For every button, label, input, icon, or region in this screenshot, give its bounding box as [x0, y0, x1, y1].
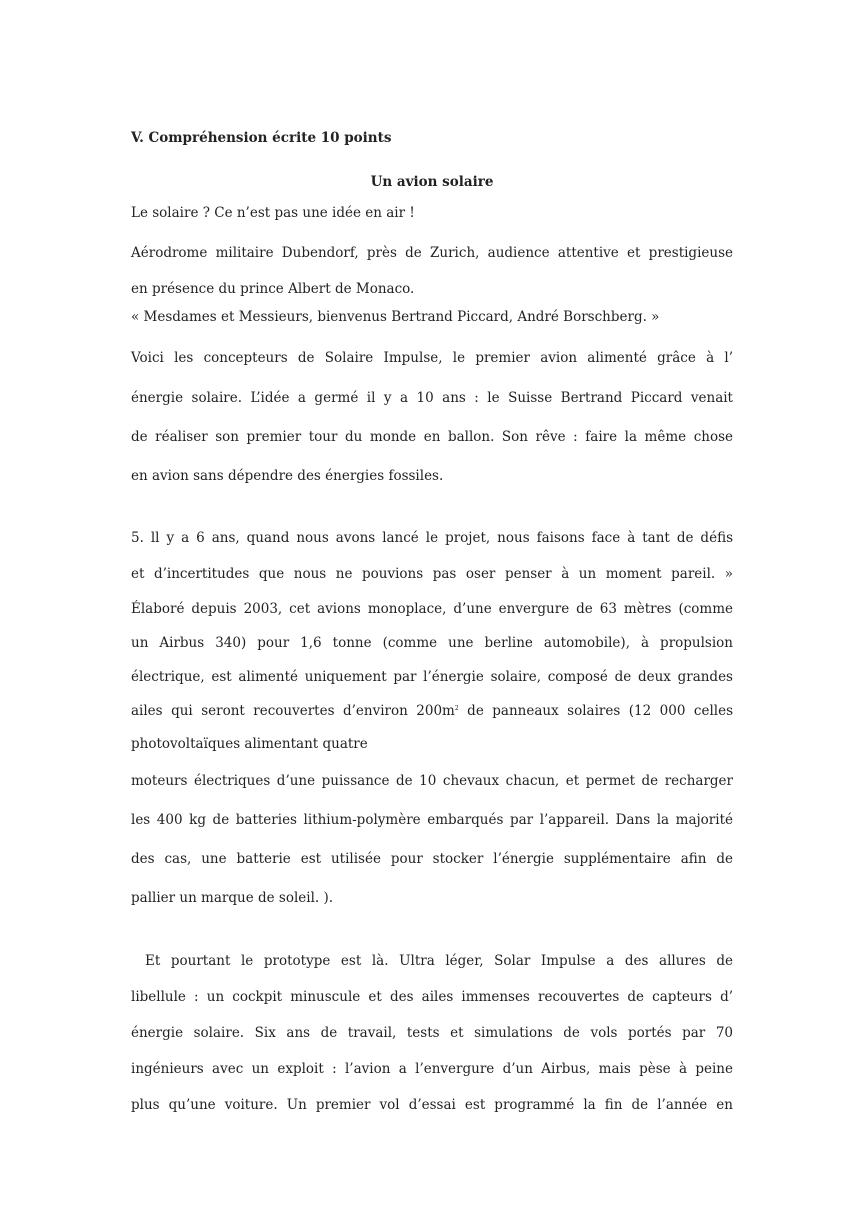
paragraph-line: énergie solaire. Six ans de travail, tests et simulations de vols portés par 70: [131, 1025, 733, 1041]
wings-text-after: de panneaux solaires (12 000 celles: [458, 703, 733, 719]
paragraph-line: énergie solaire. L’idée a germé il y a 10 ans : le Suisse Bertrand Piccard venait: [131, 390, 733, 406]
wings-text-before: ailes qui seront recouvertes d’environ 200m: [131, 703, 455, 719]
paragraph-line: photovoltaïques alimentant quatre: [131, 736, 368, 752]
paragraph-line: Le solaire ? Ce n’est pas une idée en air !: [131, 205, 415, 221]
paragraph-line: libellule : un cockpit minuscule et des ailes immenses recouvertes de capteurs d’: [131, 989, 733, 1005]
paragraph-line: « Mesdames et Messieurs, bienvenus Bertrand Piccard, André Borschberg. »: [131, 309, 660, 325]
paragraph-line: en présence du prince Albert de Monaco.: [131, 281, 415, 297]
paragraph-line: pallier un marque de soleil. ).: [131, 890, 334, 906]
paragraph-line: de réaliser son premier tour du monde en ballon. Son rêve : faire la même chose: [131, 429, 733, 445]
paragraph-line: Aérodrome militaire Dubendorf, près de Zurich, audience attentive et prestigieuse: [131, 245, 733, 261]
section-heading: V. Compréhension écrite 10 points: [131, 130, 392, 146]
paragraph-line: moteurs électriques d’une puissance de 10 chevaux chacun, et permet de recharger: [131, 773, 733, 789]
paragraph-line: 5. ll y a 6 ans, quand nous avons lancé le projet, nous faisons face à tant de défis: [131, 530, 733, 546]
paragraph-line: les 400 kg de batteries lithium-polymère embarqués par l’appareil. Dans la majorité: [131, 812, 733, 828]
paragraph-line: Et pourtant le prototype est là. Ultra léger, Solar Impulse a des allures de: [145, 953, 733, 969]
paragraph-line: Élaboré depuis 2003, cet avions monoplace, d’une envergure de 63 mètres (comme: [131, 601, 733, 617]
paragraph-line: ingénieurs avec un exploit : l’avion a l’envergure d’un Airbus, mais pèse à peine: [131, 1061, 733, 1077]
paragraph-line: plus qu’une voiture. Un premier vol d’essai est programmé la fin de l’année en: [131, 1097, 733, 1113]
paragraph-line: un Airbus 340) pour 1,6 tonne (comme une berline automobile), à propulsion: [131, 635, 733, 651]
squared-superscript: 2: [454, 705, 459, 712]
paragraph-line: en avion sans dépendre des énergies fossiles.: [131, 468, 444, 484]
paragraph-line-wings: [131, 703, 733, 719]
paragraph-line: Voici les concepteurs de Solaire Impulse, le premier avion alimenté grâce à l’: [131, 350, 733, 366]
paragraph-line: des cas, une batterie est utilisée pour stocker l’énergie supplémentaire afin de: [131, 851, 733, 867]
paragraph-line: et d’incertitudes que nous ne pouvions pas oser penser à un moment pareil. »: [131, 566, 733, 582]
paragraph-line: électrique, est alimenté uniquement par l’énergie solaire, composé de deux grandes: [131, 669, 733, 685]
article-title: Un avion solaire: [370, 174, 494, 190]
